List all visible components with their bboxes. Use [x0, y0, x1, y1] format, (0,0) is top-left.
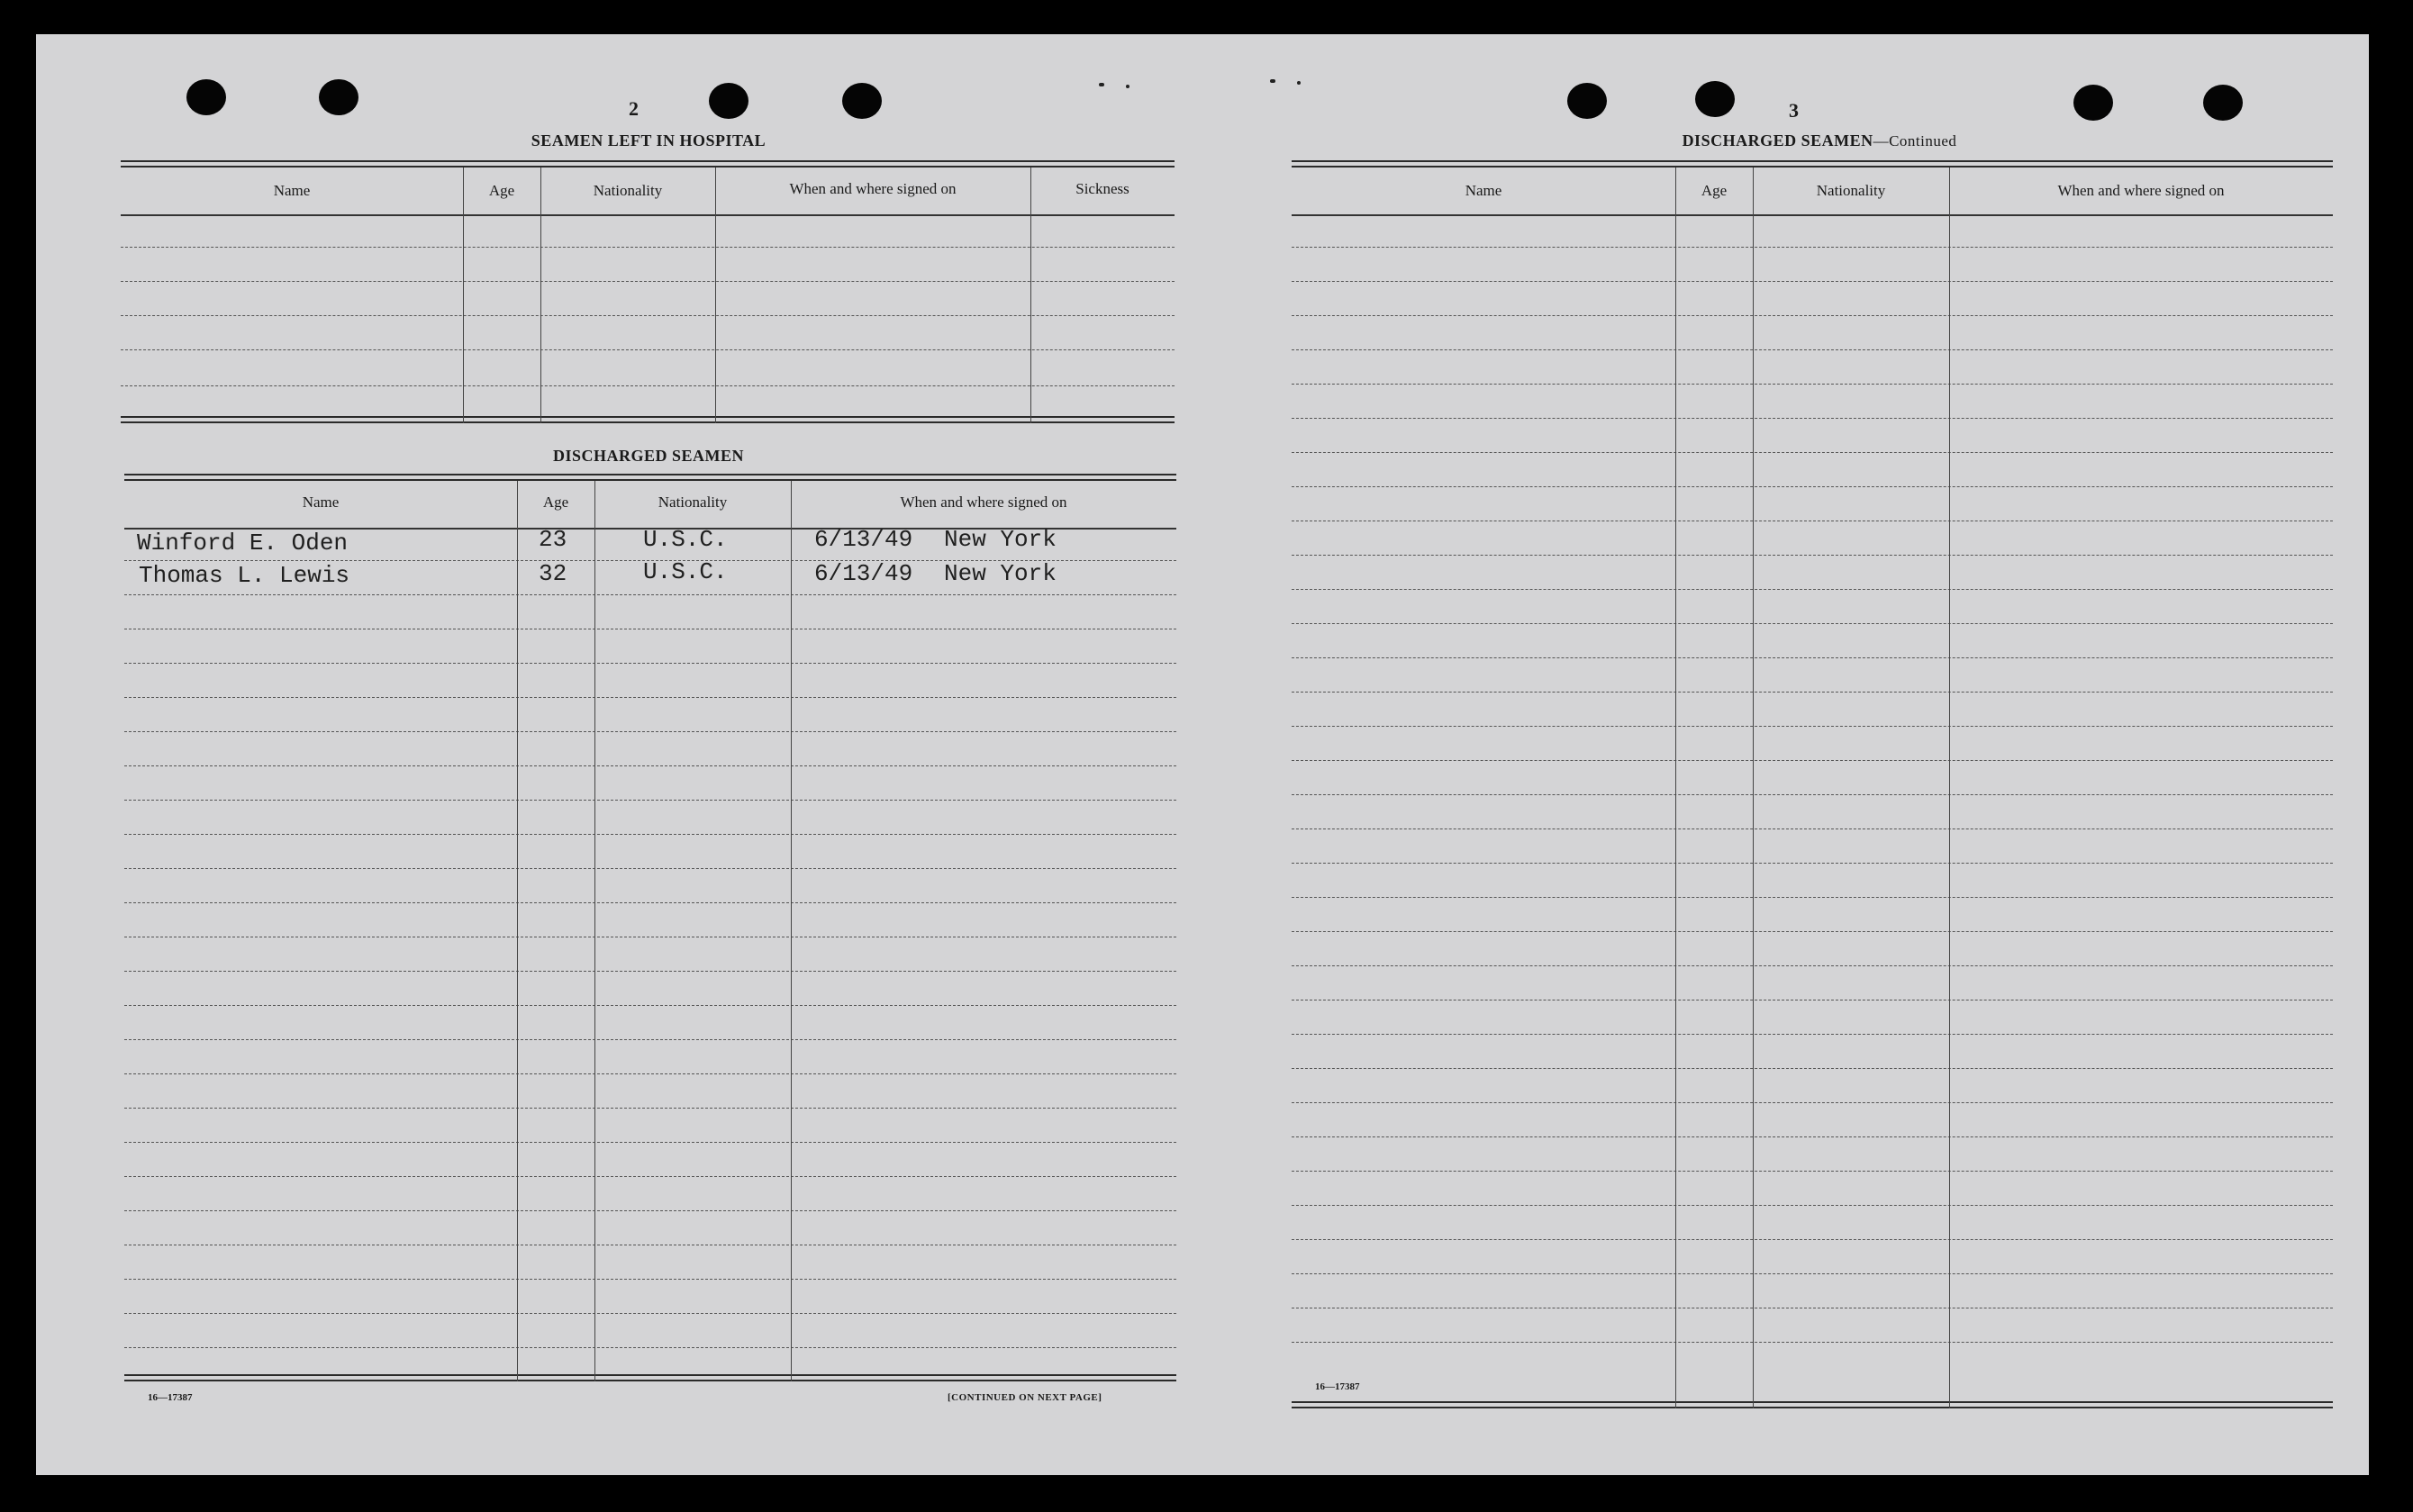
hospital-header-age: Age [488, 182, 515, 199]
discharged-section-title: DISCHARGED SEAMEN [552, 447, 745, 465]
page-number-right: 3 [1789, 99, 1799, 122]
discharged-header-name: Name [302, 493, 340, 511]
seaman-nationality: U.S.C. [643, 558, 728, 585]
punch-hole [2073, 85, 2113, 121]
ink-speck [1297, 81, 1301, 85]
punch-hole [186, 79, 226, 115]
seaman-age: 23 [539, 526, 567, 553]
form-number-right: 16—17387 [1315, 1381, 1360, 1392]
hospital-header-signed-on: When and where signed on [789, 180, 957, 197]
seaman-name: Winford E. Oden [137, 530, 349, 557]
seaman-age: 32 [539, 560, 567, 587]
hospital-header-nationality: Nationality [593, 182, 663, 199]
continued-header-signed-on: When and where signed on [2057, 182, 2225, 199]
punch-hole [709, 83, 748, 119]
page-number-left: 2 [629, 97, 639, 120]
seaman-signed-date: 6/13/49 [814, 560, 913, 587]
seaman-signed-place: New York [944, 560, 1057, 587]
continued-note: [CONTINUED ON NEXT PAGE] [948, 1392, 1102, 1403]
punch-hole [2203, 85, 2243, 121]
discharged-header-nationality: Nationality [658, 493, 728, 511]
discharged-header-age: Age [542, 493, 569, 511]
discharged-continued-suffix: —Continued [1873, 132, 1957, 149]
punch-hole [842, 83, 882, 119]
punch-hole [1695, 81, 1735, 117]
seaman-signed-place: New York [944, 526, 1057, 553]
hospital-table [121, 160, 1175, 457]
form-sheet [36, 34, 2369, 1475]
hospital-header-sickness: Sickness [1075, 180, 1129, 197]
form-number-left: 16—17387 [148, 1392, 193, 1403]
punch-hole [319, 79, 358, 115]
continued-header-name: Name [1465, 182, 1502, 199]
continued-header-nationality: Nationality [1816, 182, 1886, 199]
ink-speck [1099, 83, 1104, 86]
seaman-name: Thomas L. Lewis [139, 562, 350, 589]
discharged-table [124, 474, 1176, 1419]
discharged-continued-table [1292, 160, 2333, 1412]
ink-speck [1126, 85, 1129, 88]
discharged-continued-title [1549, 131, 2090, 150]
hospital-section-title: SEAMEN LEFT IN HOSPITAL [531, 131, 767, 149]
hospital-header-name: Name [273, 182, 311, 199]
ink-speck [1270, 79, 1275, 83]
seaman-nationality: U.S.C. [643, 526, 728, 553]
continued-header-age: Age [1701, 182, 1728, 199]
punch-hole [1567, 83, 1607, 119]
seaman-signed-date: 6/13/49 [814, 526, 913, 553]
discharged-continued-title-main: DISCHARGED SEAMEN [1682, 131, 1873, 149]
discharged-header-signed-on: When and where signed on [900, 493, 1067, 511]
